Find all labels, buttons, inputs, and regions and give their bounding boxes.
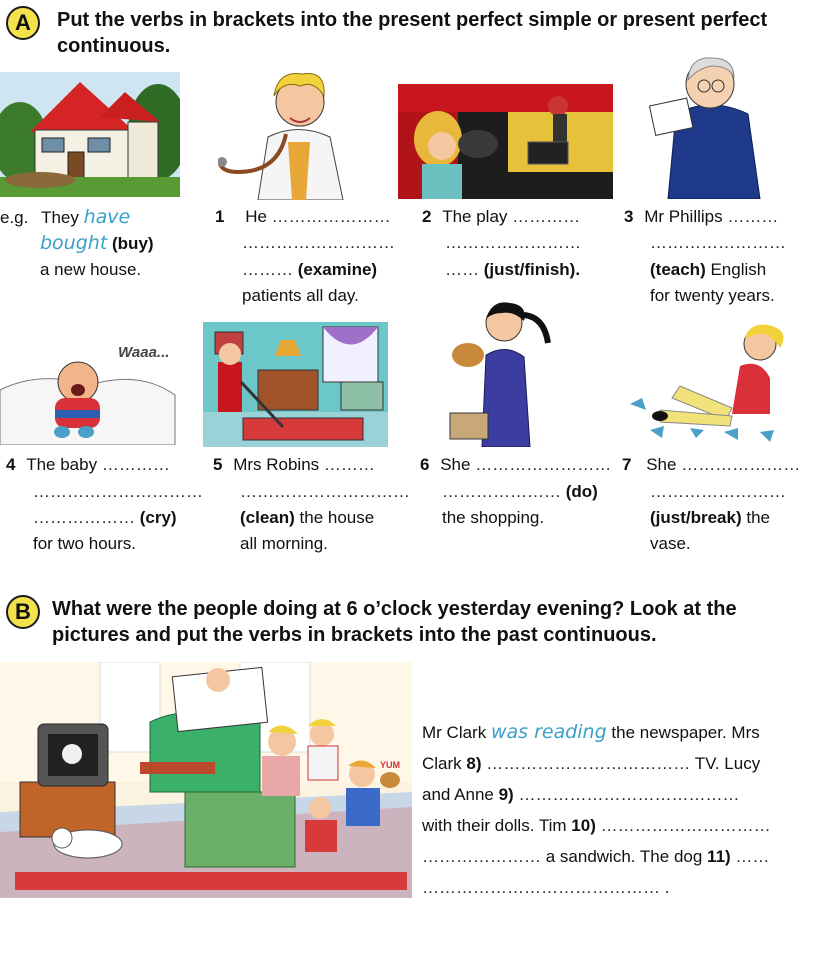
item-4-subject: The baby bbox=[26, 455, 98, 474]
example-answer-2: bought bbox=[40, 232, 108, 254]
part-b-line-1 bbox=[422, 717, 760, 748]
b-line2-end: TV. Lucy bbox=[694, 754, 761, 773]
b-line5-mid: a sandwich. The dog bbox=[545, 847, 703, 866]
b-example-subject: Mr Clark bbox=[422, 723, 487, 742]
part-b-line-6: …………………………………… . bbox=[422, 878, 670, 897]
example-answer-1: have bbox=[83, 206, 131, 228]
item-5-rest-2: all morning. bbox=[240, 534, 328, 553]
baby-sound: Waaa... bbox=[118, 344, 170, 361]
b-number-9: 9) bbox=[498, 785, 514, 804]
teacher-illustration bbox=[648, 44, 768, 199]
item-6-verb: (do) bbox=[565, 482, 598, 501]
shopping-illustration bbox=[440, 295, 555, 447]
item-7-rest-1: the bbox=[746, 508, 771, 527]
item-1-blank-2: ……………………… bbox=[242, 233, 395, 252]
example-rest: a new house. bbox=[40, 260, 142, 279]
item-7-line-1: 7 She ………………… bbox=[622, 455, 801, 474]
section-b-instruction-1: What were the people doing at 6 o’clock yesterday evening? Look at the bbox=[52, 598, 737, 620]
item-3-blank-2: …………………… bbox=[650, 233, 786, 252]
item-5-line-1: 5 Mrs Robins ……… bbox=[213, 455, 375, 474]
item-5-rest-1: the house bbox=[299, 508, 375, 527]
item-1-rest: patients all day. bbox=[242, 286, 359, 305]
item-4-line-3: ……………… (cry) bbox=[33, 508, 177, 527]
living-room-illustration bbox=[0, 662, 412, 898]
item-6-subject: She bbox=[440, 455, 471, 474]
yum-label: YUM bbox=[380, 760, 400, 770]
item-1-line-1: 1 He ………………… bbox=[215, 207, 391, 226]
section-a-badge: A bbox=[6, 6, 40, 40]
item-3-number: 3 bbox=[624, 207, 634, 226]
item-5-line-3 bbox=[240, 505, 374, 531]
item-3-rest-2: for twenty years. bbox=[650, 286, 775, 305]
item-4-line-1: 4 The baby ………… bbox=[6, 455, 170, 474]
part-b-line-3: and Anne 9) ………………………………… bbox=[422, 785, 740, 804]
b-number-10: 10) bbox=[571, 816, 596, 835]
item-1-number: 1 bbox=[215, 207, 225, 226]
b-line1-rest: the newspaper. Mrs bbox=[611, 723, 760, 742]
item-7-rest-2: vase. bbox=[650, 534, 691, 553]
item-6-line-2: ………………… (do) bbox=[442, 482, 598, 501]
item-6-number: 6 bbox=[420, 455, 430, 474]
house-illustration bbox=[0, 72, 180, 197]
section-a-instruction-1: Put the verbs in brackets into the present perfect simple or present perfect bbox=[57, 9, 768, 31]
item-7-blank-2: …………………… bbox=[650, 482, 786, 501]
broken-vase-illustration bbox=[620, 318, 792, 446]
b-example-answer: was reading bbox=[490, 721, 607, 743]
item-1-line-3: ……… (examine) bbox=[242, 260, 378, 279]
item-7-number: 7 bbox=[622, 455, 632, 474]
item-2-line-1: 2 The play ………… bbox=[422, 207, 581, 226]
example-line-2 bbox=[40, 230, 154, 257]
section-b-badge: B bbox=[6, 595, 40, 629]
theatre-illustration bbox=[398, 84, 613, 199]
b-line6-end: . bbox=[664, 878, 670, 897]
b-number-11: 11) bbox=[707, 847, 731, 866]
item-4-verb: (cry) bbox=[139, 508, 177, 527]
item-1-subject: He bbox=[245, 207, 267, 226]
item-2-verb: (just/finish). bbox=[483, 260, 581, 279]
b-number-8: 8) bbox=[466, 754, 482, 773]
item-2-blank-2: …………………… bbox=[445, 233, 581, 252]
item-3-line-3 bbox=[650, 257, 766, 283]
item-4-blank-2: ………………………… bbox=[33, 482, 203, 501]
b-line2-start: Clark bbox=[422, 754, 462, 773]
item-5-blank-2: ………………………… bbox=[240, 482, 410, 501]
b-line3-start: and Anne bbox=[422, 785, 494, 804]
item-2-line-3: …… (just/finish). bbox=[445, 260, 581, 279]
item-7-subject: She bbox=[646, 455, 677, 474]
item-7-verb: (just/break) bbox=[650, 508, 742, 527]
part-b-line-4: with their dolls. Tim 10) ………………………… bbox=[422, 816, 771, 835]
item-6-rest: the shopping. bbox=[442, 508, 545, 527]
cleaning-illustration bbox=[203, 322, 388, 447]
item-3-line-1: 3 Mr Phillips ……… bbox=[624, 207, 779, 226]
item-4-rest: for two hours. bbox=[33, 534, 136, 553]
item-3-subject: Mr Phillips bbox=[644, 207, 723, 226]
section-b-instruction-2: pictures and put the verbs in brackets into the past continuous. bbox=[52, 624, 657, 646]
example-verb: (buy) bbox=[112, 234, 154, 253]
example-label: e.g. bbox=[0, 208, 29, 227]
b-line4-start: with their dolls. Tim bbox=[422, 816, 567, 835]
item-7-line-3 bbox=[650, 505, 770, 531]
part-b-line-5: ………………… a sandwich. The dog 11) …… bbox=[422, 847, 770, 866]
item-5-subject: Mrs Robins bbox=[233, 455, 320, 474]
item-3-verb: (teach) bbox=[650, 260, 706, 279]
item-6-line-1: 6 She …………………… bbox=[420, 455, 612, 474]
part-b-line-2: Clark 8) ……………………………… TV. Lucy bbox=[422, 754, 761, 773]
item-5-number: 5 bbox=[213, 455, 223, 474]
item-1-verb: (examine) bbox=[297, 260, 378, 279]
doctor-illustration bbox=[218, 62, 378, 200]
item-2-subject: The play bbox=[442, 207, 508, 226]
example-subject: They bbox=[41, 208, 79, 227]
section-a-instruction-2: continuous. bbox=[57, 35, 171, 57]
item-3-rest-1: English bbox=[710, 260, 767, 279]
item-5-verb: (clean) bbox=[240, 508, 295, 527]
item-4-number: 4 bbox=[6, 455, 16, 474]
example-line-1 bbox=[0, 204, 130, 231]
item-2-number: 2 bbox=[422, 207, 432, 226]
